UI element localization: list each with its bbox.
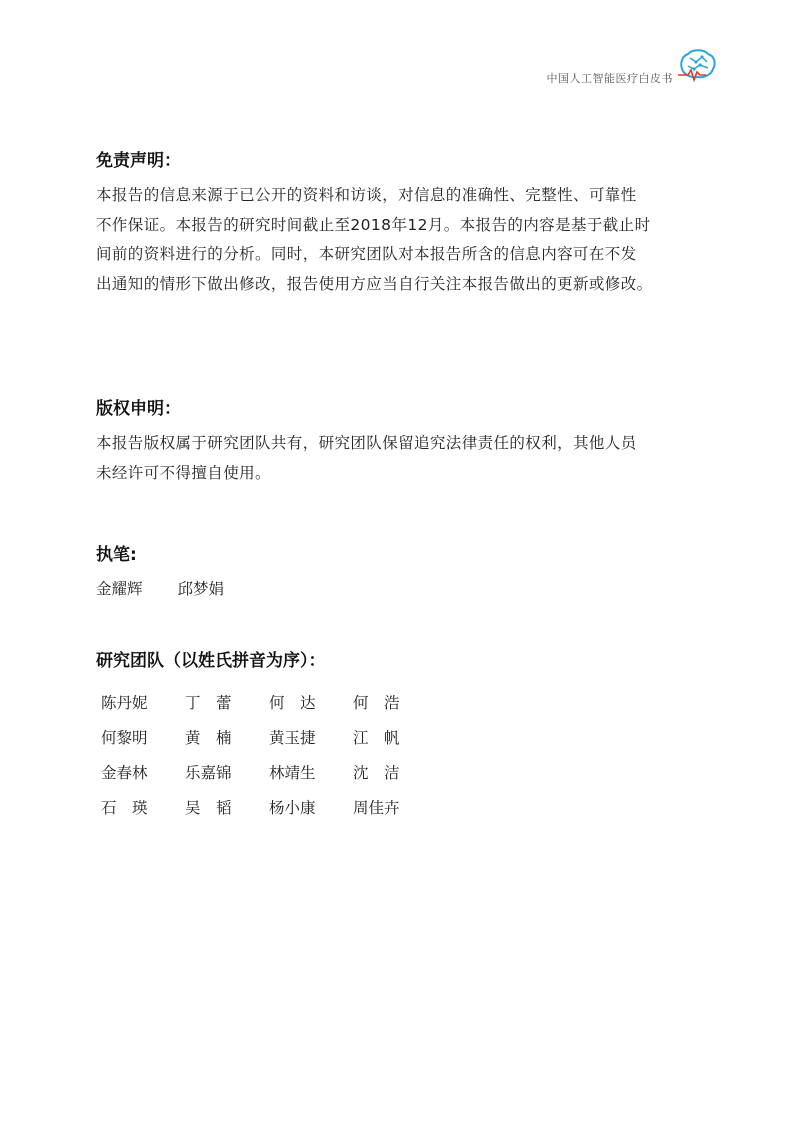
team-heading: 研究团队（以姓氏拼音为序）： [96, 651, 326, 671]
authors-heading: 执笔: [96, 545, 137, 565]
team-member: 丁 蕾 [185, 694, 232, 712]
team-member: 杨小康 [269, 799, 316, 817]
team-row [101, 761, 706, 796]
team-member: 何 达 [269, 694, 316, 712]
copyright-text [96, 429, 706, 488]
team-row [101, 796, 706, 831]
team-member: 黄 楠 [185, 729, 232, 747]
team-member: 沈 洁 [353, 764, 400, 782]
team-member: 江 帆 [353, 729, 400, 747]
disclaimer-text [96, 181, 706, 299]
team-member: 陈丹妮 [101, 694, 148, 712]
copyright-heading: 版权申明： [96, 399, 181, 419]
copyright-line: 本报告版权属于研究团队共有，研究团队保留追究法律责任的权利，其他人员 [96, 434, 637, 452]
copyright-section [96, 394, 706, 488]
team-member: 何 浩 [353, 694, 400, 712]
disclaimer-line: 本报告的信息来源于已公开的资料和访谈，对信息的准确性、完整性、可靠性 [96, 186, 637, 204]
disclaimer-line: 出通知的情形下做出修改，报告使用方应当自行关注本报告做出的更新或修改。 [96, 274, 653, 293]
team-row [101, 726, 706, 761]
team-member: 金春林 [101, 764, 148, 782]
copyright-line: 未经许可不得擅自使用。 [96, 463, 271, 482]
team-member: 周佳卉 [353, 799, 400, 817]
brain-pulse-icon [678, 48, 718, 82]
authors-section [96, 540, 706, 599]
team-member: 乐嘉锦 [185, 764, 232, 782]
team-member: 吴 韬 [185, 799, 232, 817]
author-list [96, 577, 706, 599]
disclaimer-line: 不作保证。本报告的研究时间截止至2018年12月。本报告的内容是基于截止时 [96, 215, 651, 234]
disclaimer-section [96, 146, 706, 299]
team-row [101, 691, 706, 726]
author-name: 邱梦娟 [177, 580, 224, 598]
team-member: 林靖生 [269, 764, 316, 782]
team-member: 石 瑛 [101, 799, 148, 817]
author-name: 金耀辉 [96, 580, 143, 598]
disclaimer-heading: 免责声明： [96, 151, 181, 171]
team-member: 黄玉捷 [269, 729, 316, 747]
header-title: 中国人工智能医疗白皮书 [546, 72, 673, 85]
team-section [96, 646, 706, 831]
disclaimer-line: 间前的资料进行的分析。同时，本研究团队对本报告所含的信息内容可在不发 [96, 245, 637, 263]
team-grid [101, 691, 706, 831]
team-member: 何黎明 [101, 729, 148, 747]
